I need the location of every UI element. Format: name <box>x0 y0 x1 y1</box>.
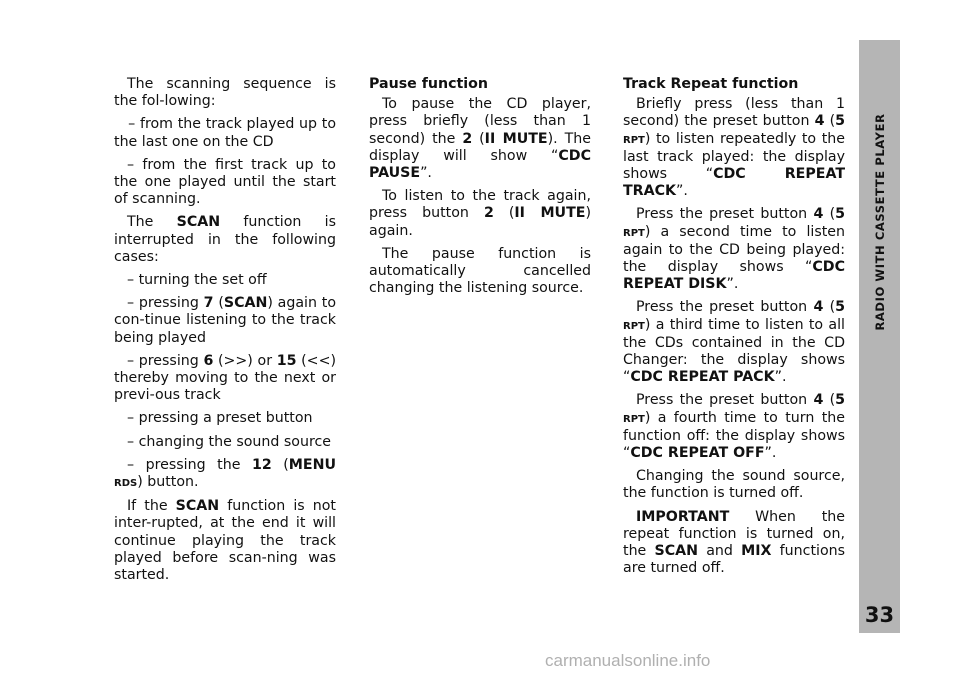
paragraph: – pressing a preset button <box>127 410 313 427</box>
paragraph: – turning the set off <box>127 272 267 289</box>
text-column-2 <box>369 76 591 303</box>
section-heading: Track Repeat function <box>623 76 799 92</box>
paragraph: The SCAN function is interrupted in the following cases: <box>114 214 336 265</box>
paragraph: Press the preset button 4 (5 RPT) a third time to listen to all the CDs contained in the CD Changer: the display shows “CDC REPEAT PACK”. <box>623 299 845 386</box>
page-number: 33 <box>864 603 895 627</box>
paragraph: The pause function is automatically cancelled changing the listening source. <box>369 245 591 297</box>
paragraph: – pressing 7 (SCAN) again to con-tinue listening to the track being played <box>114 295 337 346</box>
paragraph: IMPORTANT When the repeat function is turned on, the SCAN and MIX functions are turned off. <box>623 508 846 577</box>
text-column-3 <box>623 76 845 583</box>
section-heading: Pause function <box>369 76 488 92</box>
paragraph: To listen to the track again, press button 2 (II MUTE) again. <box>369 188 591 239</box>
chapter-sidebar <box>859 40 900 633</box>
text-column-1 <box>114 76 336 590</box>
paragraph: Changing the sound source, the function is turned off. <box>623 468 845 502</box>
paragraph: If the SCAN function is not inter-rupted, at the end it will continue playing the track played before scan-ning was started. <box>114 498 336 584</box>
paragraph: The scanning sequence is the fol-lowing: <box>114 76 336 110</box>
paragraph: – pressing 6 (>>) or 15 (<<) thereby moving to the next or previ-ous track <box>114 352 336 404</box>
paragraph: – pressing the 12 (MENU RDS) button. <box>114 456 337 491</box>
paragraph: Press the preset button 4 (5 RPT) a fourth time to turn the function off: the display shows “CDC REPEAT OFF”. <box>623 392 845 462</box>
paragraph: – changing the sound source <box>127 433 332 450</box>
watermark: carmanualsonline.info <box>545 651 711 670</box>
paragraph: To pause the CD player, press briefly (less than 1 second) the 2 (II MUTE). The display will show “CDC PAUSE”. <box>369 96 592 182</box>
paragraph: – from the track played up to the last one on the CD <box>114 116 337 150</box>
paragraph: Press the preset button 4 (5 RPT) a second time to listen again to the CD being played: the display shows “CDC REPEAT DISK”. <box>623 206 845 293</box>
chapter-title: RADIO WITH CASSETTE PLAYER <box>872 113 887 331</box>
paragraph: Briefly press (less than 1 second) the preset button 4 (5 RPT) to listen repeatedly to the last track played: the display shows “CDC REPEAT TRACK”. <box>623 96 845 200</box>
paragraph: – from the first track up to the one played until the start of scanning. <box>114 156 336 208</box>
